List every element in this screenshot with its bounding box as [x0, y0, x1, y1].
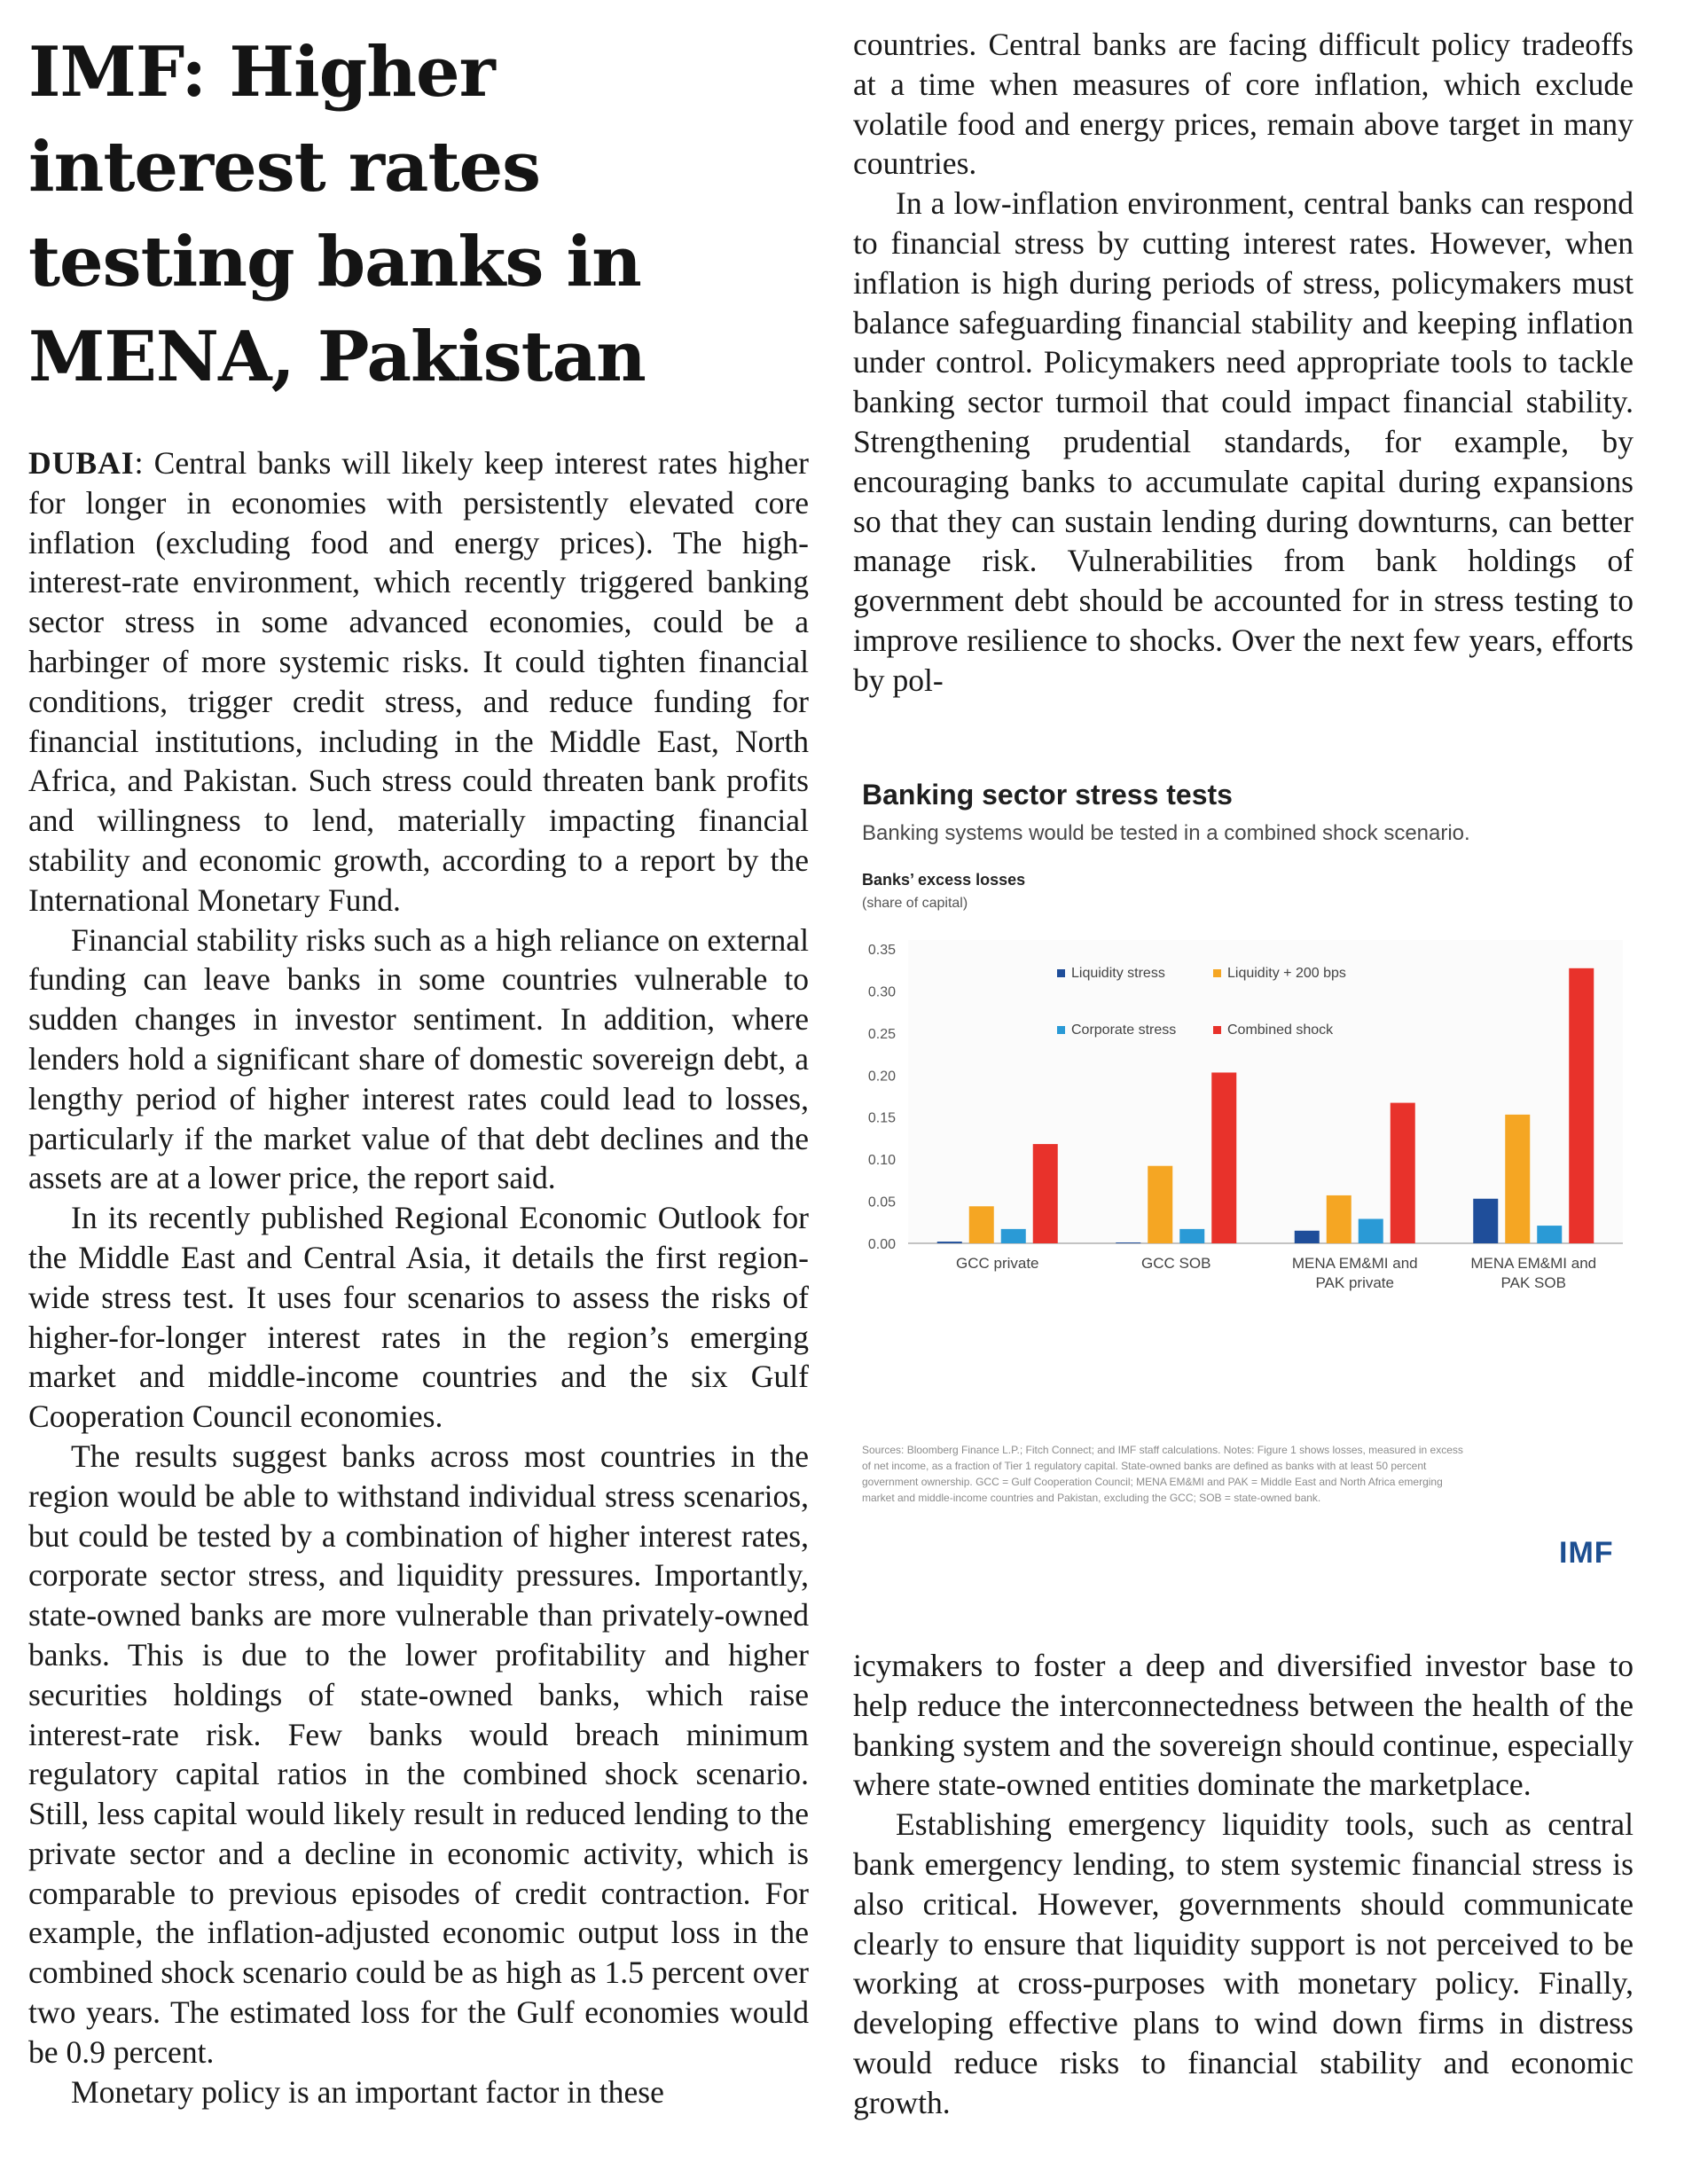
bar-corporate-stress-1	[1179, 1229, 1204, 1243]
paragraph-1	[28, 443, 809, 921]
paragraph-6-continued: icymakers to foster a deep and diversified investor base to help reduce the interconnectedness between the health of the banking system and the sovereign should continue, especially where state-owned entities dominate the marketplace.	[853, 1648, 1634, 1803]
legend-label: Corporate stress	[1071, 1022, 1177, 1038]
bar-liquidity-200-bps-0	[969, 1206, 994, 1243]
bar-combined-shock-3	[1569, 968, 1594, 1243]
x-tick-label: GCC private	[955, 1255, 1039, 1272]
bar-liquidity-stress-1	[1116, 1242, 1140, 1243]
legend-label: Liquidity + 200 bps	[1227, 966, 1346, 981]
paragraph-7: Establishing emergency liquidity tools, such as central bank emergency lending, to stem systemic financial stress is also critical. However, governments should communicate clearly to ensure that liquidity support is not perceived to be working at cross-purposes with monetary policy. Finally, developing effective plans to wind down firms in distress would reduce risks to financial stability and economic growth.	[853, 1806, 1634, 2120]
x-tick-label: PAK private	[1315, 1274, 1395, 1291]
x-tick-label: PAK SOB	[1500, 1274, 1566, 1291]
legend-label: Combined shock	[1227, 1022, 1334, 1038]
panel-title: Banks’ excess losses	[862, 871, 1026, 889]
x-tick-label: GCC SOB	[1141, 1255, 1211, 1272]
x-tick-label: MENA EM&MI and	[1470, 1255, 1597, 1272]
imf-logo: IMF	[1559, 1536, 1614, 1570]
bar-combined-shock-2	[1391, 1103, 1415, 1243]
y-tick-label: 0.30	[867, 984, 896, 1000]
dateline: DUBAI	[28, 445, 135, 481]
bar-chart	[853, 931, 1634, 1428]
chart-notes: Sources: Bloomberg Finance L.P.; Fitch Connect; and IMF staff calculations. Notes: Figure 1 shows losses, measured in excess of net income, as a fraction of Tier 1 regulatory capital. State-owned banks are defined as banks with at least 50 percent government ownership. GCC = Gulf Cooperation Council; MENA EM&MI and PAK = Middle East and North Africa emerging market and middle-income countries and Pakistan, excluding the GCC; SOB = state-owned bank.	[862, 1444, 1463, 1504]
paragraph-3: In its recently published Regional Economic Outlook for the Middle East and Central Asia, it details the first region-wide stress test. It uses four scenarios to assess the risks of higher-for-longer interest rates in the region’s emerging market and middle-income countries and the six Gulf Cooperation Council economies.	[28, 1200, 809, 1435]
paragraph-1-text: : Central banks will likely keep interest rates higher for longer in economies with persistently elevated core inflation (excluding food and energy prices). The high-interest-rate environment, which recently triggered banking sector stress in some advanced economies, could be a harbinger of more systemic risks. It could tighten financial conditions, trigger credit stress, and reduce funding for financial institutions, including in the Middle East, North Africa, and Pakistan. Such stress could threaten bank profits and willingness to lend, materially impacting financial stability and economic growth, according to a report by the International Monetary Fund.	[28, 445, 809, 918]
bar-combined-shock-0	[1033, 1144, 1058, 1243]
y-tick-label: 0.25	[867, 1026, 896, 1042]
paragraph-4: The results suggest banks across most countries in the region would be able to withstand individual stress scenarios, but could be tested by a combination of higher interest rates, corporate sector stress, and liquidity pressures. Importantly, state-owned banks are more vulnerable than privately-owned banks. This is due to the lower profitability and higher securities holdings of state-owned banks, which raise interest-rate risk. Few banks would breach minimum regulatory capital ratios in the combined shock scenario. Still, less capital would likely result in reduced lending to the private sector and a decline in economic activity, which is comparable to previous episodes of credit contraction. For example, the inflation-adjusted economic output loss in the combined shock scenario could be as high as 1.5 percent over two years. The estimated loss for the Gulf economies would be 0.9 percent.	[28, 1438, 809, 2070]
left-column	[28, 25, 809, 2111]
bar-liquidity-200-bps-3	[1505, 1115, 1530, 1243]
y-tick-label: 0.00	[867, 1237, 896, 1252]
chart-figure	[853, 772, 1634, 1623]
legend-label: Liquidity stress	[1071, 966, 1165, 981]
bar-liquidity-200-bps-1	[1148, 1166, 1172, 1243]
y-tick-label: 0.15	[867, 1110, 896, 1126]
panel-subtitle: (share of capital)	[862, 896, 968, 911]
bar-liquidity-stress-0	[937, 1242, 962, 1243]
paragraph-5-continued: countries. Central banks are facing difficult policy tradeoffs at a time when measures of core inflation, which exclude volatile food and energy prices, remain above target in many countries.	[853, 27, 1634, 182]
bar-corporate-stress-0	[1001, 1229, 1026, 1243]
x-tick-label: MENA EM&MI and	[1291, 1255, 1418, 1272]
paragraph-6: In a low-inflation environment, central banks can respond to financial stress by cutting interest rates. However, when inflation is high during periods of stress, policymakers must balance safeguarding financial stability and keeping inflation under control. Policymakers need appropriate tools to tackle banking sector turmoil that could impact financial stability. Strengthening prudential standards, for example, by encouraging banks to accumulate capital during expansions so that they can sustain lending during downturns, can better manage risk. Vulnerabilities from bank holdings of government debt should be accounted for in stress testing to improve resilience to shocks. Over the next few years, efforts by pol-	[853, 185, 1634, 698]
y-tick-label: 0.10	[867, 1153, 896, 1169]
headline: IMF: Higher interest rates testing banks in MENA, Pakistan	[28, 32, 646, 397]
bar-liquidity-200-bps-2	[1327, 1195, 1352, 1243]
legend-swatch	[1213, 969, 1221, 977]
bar-corporate-stress-3	[1537, 1226, 1562, 1243]
legend-swatch	[1213, 1026, 1221, 1034]
y-tick-label: 0.05	[867, 1195, 896, 1210]
right-column-bottom	[853, 1646, 1634, 2123]
y-tick-label: 0.20	[867, 1069, 896, 1085]
paragraph-2: Financial stability risks such as a high reliance on external funding can leave banks in some countries vulnerable to sudden changes in investor sentiment. In addition, where lenders hold a significant share of domestic sovereign debt, a lengthy period of higher interest rates could lead to losses, particularly if the market value of that debt declines and the assets are at a lower price, the report said.	[28, 921, 809, 1196]
bar-liquidity-stress-2	[1295, 1231, 1320, 1243]
bar-combined-shock-1	[1211, 1072, 1236, 1243]
chart-title: Banking sector stress tests	[862, 779, 1233, 811]
legend-swatch	[1057, 1026, 1065, 1034]
legend-swatch	[1057, 969, 1065, 977]
paragraph-5: Monetary policy is an important factor in these	[71, 2073, 664, 2110]
chart-subtitle: Banking systems would be tested in a combined shock scenario.	[862, 821, 1470, 845]
right-column-top	[853, 25, 1634, 701]
bar-liquidity-stress-3	[1473, 1199, 1498, 1243]
bar-corporate-stress-2	[1359, 1218, 1383, 1243]
y-tick-label: 0.35	[867, 943, 896, 958]
